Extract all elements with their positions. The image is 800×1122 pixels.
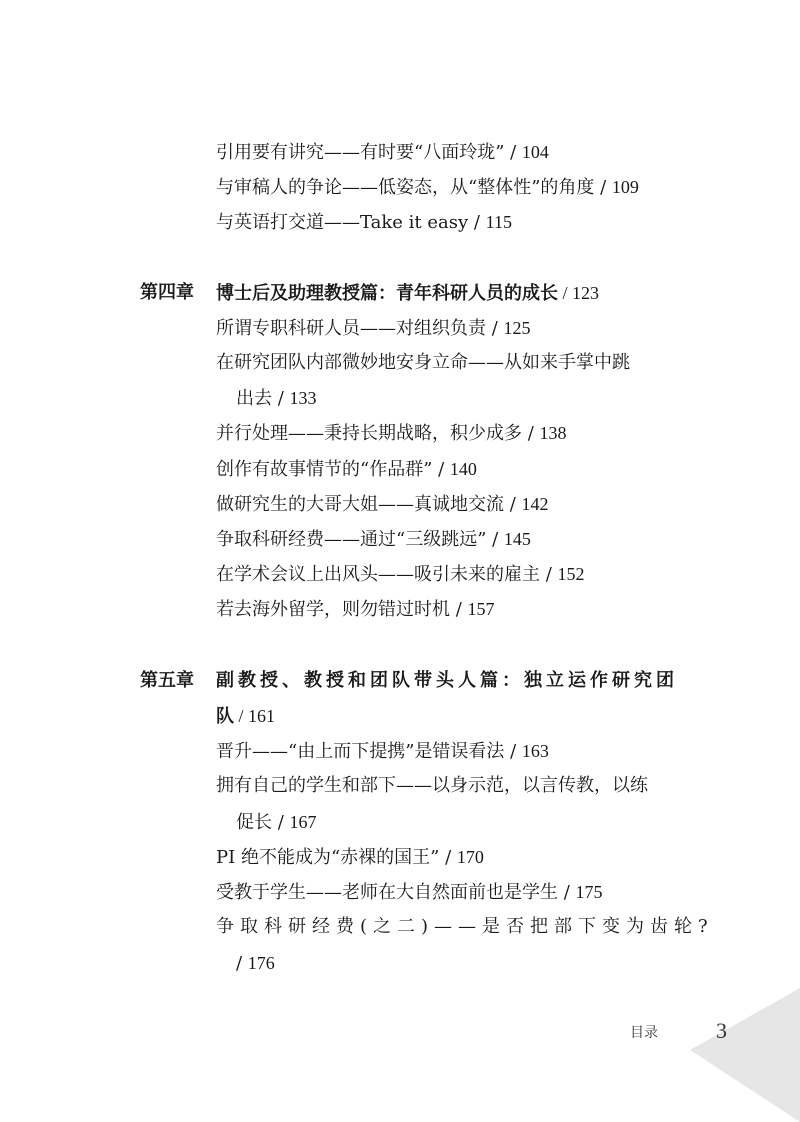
toc-entry-page: 109 bbox=[611, 177, 639, 197]
chapter-5-heading[interactable] bbox=[216, 669, 678, 693]
toc-entry-page: 152 bbox=[557, 564, 585, 584]
toc-entry-page: 125 bbox=[503, 318, 531, 338]
chapter-4-title: 博士后及助理教授篇：青年科研人员的成长 bbox=[216, 283, 558, 304]
toc-entry-title: 晋升——“由上而下提携”是错误看法 bbox=[216, 741, 505, 762]
chapter-4-label: 第四章 bbox=[140, 282, 194, 303]
footer-section-label: 目录 bbox=[630, 1025, 658, 1041]
toc-entry[interactable]: PI 绝不能成为“赤裸的国王” / 170 bbox=[216, 847, 484, 868]
toc-entry-title: 受教于学生——老师在大自然面前也是学生 bbox=[216, 882, 558, 903]
toc-entry-page: 138 bbox=[539, 423, 567, 443]
toc-entry-title: 争取科研经费——通过“三级跳远” bbox=[216, 529, 487, 550]
toc-entry[interactable]: 引用要有讲究——有时要“八面玲珑” / 104 bbox=[216, 142, 549, 163]
toc-entry-title: 创作有故事情节的“作品群” bbox=[216, 459, 433, 480]
toc-entry[interactable] bbox=[216, 915, 714, 939]
toc-entry-title: 所谓专职科研人员——对组织负责 bbox=[216, 318, 486, 339]
chapter-5-title-cont: 队 bbox=[216, 706, 234, 727]
toc-entry-page: 167 bbox=[289, 812, 317, 832]
toc-entry-page: 175 bbox=[575, 882, 603, 902]
toc-entry[interactable]: 与审稿人的争论——低姿态，从“整体性”的角度 / 109 bbox=[216, 177, 639, 198]
toc-entry-page: 157 bbox=[467, 599, 495, 619]
toc-entry[interactable]: 创作有故事情节的“作品群” / 140 bbox=[216, 459, 477, 480]
toc-entry-title: 若去海外留学，则勿错过时机 bbox=[216, 599, 450, 620]
page-number: 3 bbox=[716, 1018, 727, 1043]
toc-entry-title: 引用要有讲究——有时要“八面玲珑” bbox=[216, 142, 505, 163]
toc-entry-title: 并行处理——秉持长期战略，积少成多 bbox=[216, 423, 522, 444]
toc-entry[interactable] bbox=[216, 774, 648, 798]
toc-entry-title: PI 绝不能成为“赤裸的国王” bbox=[216, 847, 440, 868]
toc-entry-title: 做研究生的大哥大姐——真诚地交流 bbox=[216, 494, 504, 515]
toc-entry-title: 拥有自己的学生和部下——以身示范，以言传教，以练 bbox=[216, 775, 648, 796]
toc-entry-title: 与英语打交道——Take it easy bbox=[216, 212, 469, 233]
toc-entry-title: 在研究团队内部微妙地安身立命——从如来手掌中跳 bbox=[216, 352, 630, 373]
toc-entry[interactable]: 并行处理——秉持长期战略，积少成多 / 138 bbox=[216, 423, 567, 444]
toc-entry-page: 142 bbox=[521, 494, 549, 514]
chapter-4-page: 123 bbox=[572, 283, 600, 303]
toc-entry-page: 170 bbox=[456, 847, 484, 867]
toc-entry-page: 145 bbox=[503, 529, 531, 549]
chapter-5-title: 副教授、教授和团队带头人篇：独立运作研究团 bbox=[216, 670, 678, 691]
toc-entry[interactable] bbox=[216, 351, 630, 375]
toc-entry-continuation[interactable]: 出去 / 133 bbox=[236, 388, 317, 409]
chapter-4-heading[interactable]: 博士后及助理教授篇：青年科研人员的成长 / 123 bbox=[216, 283, 600, 304]
chapter-5-label: 第五章 bbox=[140, 670, 194, 691]
toc-entry-continuation[interactable]: / 176 bbox=[236, 953, 275, 974]
toc-entry-title: 争取科研经费(之二)——是否把部下变为齿轮? bbox=[216, 916, 714, 937]
toc-entry-page: 140 bbox=[449, 459, 477, 479]
chapter-5-heading-continuation[interactable]: 队 / 161 bbox=[216, 706, 276, 727]
toc-entry-title: 与审稿人的争论——低姿态，从“整体性”的角度 bbox=[216, 177, 595, 198]
toc-entry-page: 176 bbox=[247, 953, 275, 973]
toc-entry[interactable]: 做研究生的大哥大姐——真诚地交流 / 142 bbox=[216, 494, 549, 515]
toc-entry-title: 在学术会议上出风头——吸引未来的雇主 bbox=[216, 564, 540, 585]
toc-entry[interactable]: 争取科研经费——通过“三级跳远” / 145 bbox=[216, 529, 531, 550]
toc-entry-title-cont: 出去 bbox=[236, 388, 272, 409]
toc-entry-page: 115 bbox=[485, 212, 512, 232]
chapter-5-page: 161 bbox=[248, 706, 276, 726]
toc-entry[interactable]: 在学术会议上出风头——吸引未来的雇主 / 152 bbox=[216, 564, 585, 585]
toc-entry[interactable]: 晋升——“由上而下提携”是错误看法 / 163 bbox=[216, 741, 549, 762]
toc-entry[interactable]: 所谓专职科研人员——对组织负责 / 125 bbox=[216, 318, 531, 339]
toc-entry-page: 104 bbox=[521, 142, 549, 162]
toc-entry-continuation[interactable]: 促长 / 167 bbox=[236, 812, 317, 833]
toc-entry[interactable]: 若去海外留学，则勿错过时机 / 157 bbox=[216, 599, 495, 620]
toc-entry[interactable]: 与英语打交道——Take it easy / 115 bbox=[216, 212, 512, 233]
corner-triangle-decoration bbox=[690, 988, 800, 1122]
toc-entry-title-cont: 促长 bbox=[236, 812, 272, 833]
toc-entry-page: 163 bbox=[521, 741, 549, 761]
toc-entry[interactable]: 受教于学生——老师在大自然面前也是学生 / 175 bbox=[216, 882, 603, 903]
toc-entry-page: 133 bbox=[289, 388, 317, 408]
